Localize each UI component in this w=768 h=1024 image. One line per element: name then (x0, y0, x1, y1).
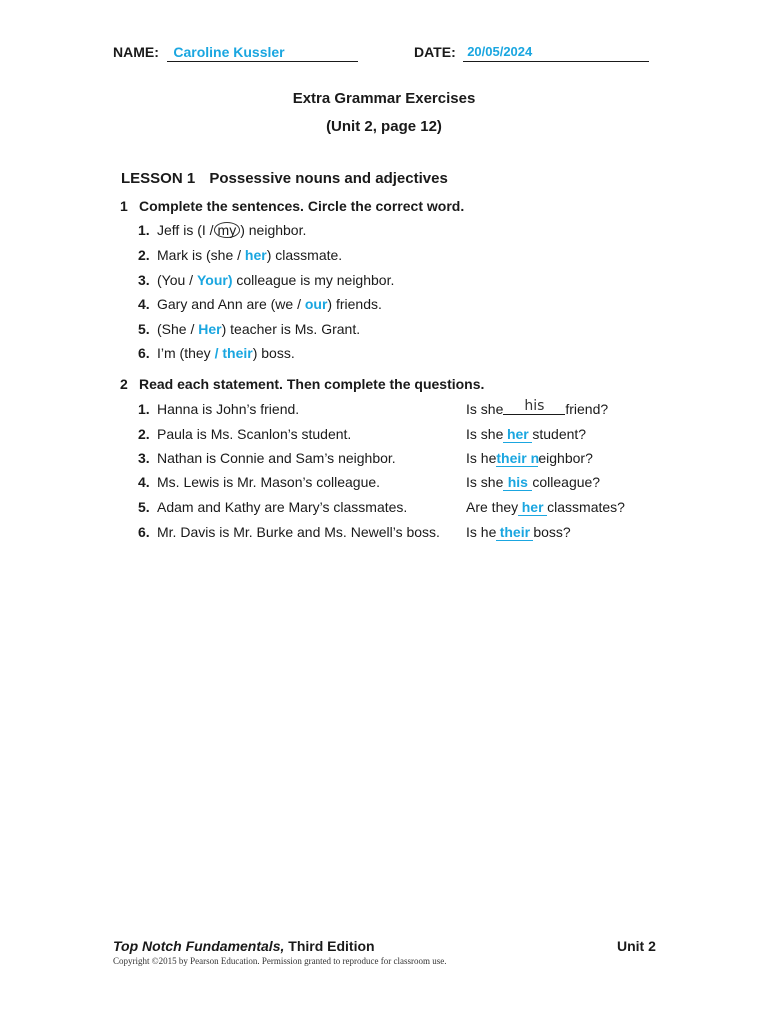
item-text-before: (She / (157, 321, 199, 337)
ex2-question (466, 450, 593, 467)
book-edition: Third Edition (284, 938, 375, 954)
name-field (113, 44, 358, 62)
answer-blank[interactable]: his (503, 399, 565, 415)
answer-blank[interactable]: their (496, 525, 533, 541)
question-before: Is he (466, 524, 497, 540)
lesson-topic: Possessive nouns and adjectives (209, 170, 448, 187)
answer[interactable]: our (304, 296, 328, 312)
ex2-question (466, 426, 586, 443)
item-text-before: I’m (they (157, 345, 215, 361)
statement-text: Hanna is John’s friend. (157, 401, 300, 417)
question-before: Is he (466, 450, 497, 466)
ex2-statement (138, 499, 407, 515)
item-number: 3. (138, 450, 150, 466)
ex1-item (138, 345, 295, 361)
item-text-before: Mark is (she / (157, 247, 245, 263)
exercise-2-number: 2 (120, 376, 128, 392)
copyright: Copyright ©2015 by Pearson Education. Permission granted to reproduce for classroom use. (113, 956, 447, 966)
answer[interactable]: Your) (196, 272, 233, 288)
ex2-question (466, 398, 609, 419)
footer-unit: Unit 2 (617, 938, 656, 954)
answer-blank[interactable]: their n (496, 450, 540, 466)
question-after: classmates? (547, 499, 625, 515)
exercise-2-instruction: Read each statement. Then complete the questions. (139, 376, 485, 392)
lesson-heading (121, 170, 448, 187)
footer-book (113, 938, 375, 954)
question-after: eighbor? (538, 450, 593, 466)
date-field (414, 44, 649, 62)
ex1-item (138, 321, 360, 337)
ex1-item (138, 296, 382, 312)
item-number: 2. (138, 426, 150, 442)
item-text-after: ) teacher is Ms. Grant. (221, 321, 361, 337)
ex2-question (466, 474, 600, 491)
ex1-item (138, 222, 306, 238)
item-number: 1. (138, 222, 150, 238)
book-title: Top Notch Fundamentals, (113, 938, 285, 954)
exercise-1-instruction: Complete the sentences. Circle the correct word. (139, 198, 465, 214)
item-text-before: Gary and Ann are (we / (157, 296, 305, 312)
statement-text: Adam and Kathy are Mary’s classmates. (157, 499, 408, 515)
answer-blank[interactable]: her (518, 500, 547, 516)
page-subtitle: (Unit 2, page 12) (326, 118, 442, 135)
exercise-1-number: 1 (120, 198, 128, 214)
lesson-label: LESSON 1 (121, 170, 196, 187)
item-number: 4. (138, 296, 150, 312)
item-text-after: ) boss. (252, 345, 295, 361)
date-value: 20/05/2024 (467, 44, 533, 59)
answer[interactable]: Her (198, 321, 222, 337)
item-text-after: ) classmate. (266, 247, 343, 263)
item-number: 2. (138, 247, 150, 263)
question-after: boss? (533, 524, 571, 540)
item-number: 6. (138, 524, 150, 540)
name-label: NAME: (113, 44, 159, 60)
ex2-statement (138, 450, 396, 466)
date-label: DATE: (414, 44, 456, 60)
item-number: 6. (138, 345, 150, 361)
item-number: 5. (138, 499, 150, 515)
ex2-question (466, 524, 571, 541)
item-text-after: ) friends. (327, 296, 382, 312)
item-number: 1. (138, 401, 150, 417)
item-text-after: ) neighbor. (240, 222, 307, 238)
ex2-statement (138, 474, 380, 490)
page-title: Extra Grammar Exercises (292, 90, 476, 107)
ex2-statement (138, 524, 440, 540)
answer-blank[interactable]: her (503, 427, 532, 443)
ex2-question (466, 499, 625, 516)
name-value: Caroline Kussler (173, 44, 285, 60)
date-line[interactable] (463, 45, 649, 62)
statement-text: Mr. Davis is Mr. Burke and Ms. Newell’s boss. (157, 524, 440, 540)
question-after: friend? (565, 401, 609, 417)
ex2-statement (138, 401, 299, 417)
statement-text: Ms. Lewis is Mr. Mason’s colleague. (157, 474, 381, 490)
item-text-after: colleague is my neighbor. (232, 272, 395, 288)
item-number: 4. (138, 474, 150, 490)
circled-answer[interactable]: my (214, 222, 241, 238)
statement-text: Nathan is Connie and Sam’s neighbor. (157, 450, 396, 466)
question-before: Are they (466, 499, 519, 515)
question-before: Is she (466, 426, 504, 442)
question-before: Is she (466, 474, 504, 490)
answer-blank[interactable]: his (503, 475, 532, 491)
question-after: student? (532, 426, 587, 442)
item-number: 5. (138, 321, 150, 337)
item-number: 3. (138, 272, 150, 288)
answer[interactable]: / their (214, 345, 253, 361)
answer[interactable]: her (244, 247, 267, 263)
exercise-2-heading (120, 376, 484, 392)
item-text-before: Jeff is (I / (157, 222, 214, 238)
question-after: colleague? (532, 474, 601, 490)
ex1-item (138, 272, 394, 288)
ex2-statement (138, 426, 351, 442)
exercise-1-heading (120, 198, 464, 214)
item-text-before: (You / (157, 272, 197, 288)
question-before: Is she (466, 401, 504, 417)
name-line[interactable] (167, 45, 358, 62)
statement-text: Paula is Ms. Scanlon’s student. (157, 426, 352, 442)
ex1-item (138, 247, 342, 263)
